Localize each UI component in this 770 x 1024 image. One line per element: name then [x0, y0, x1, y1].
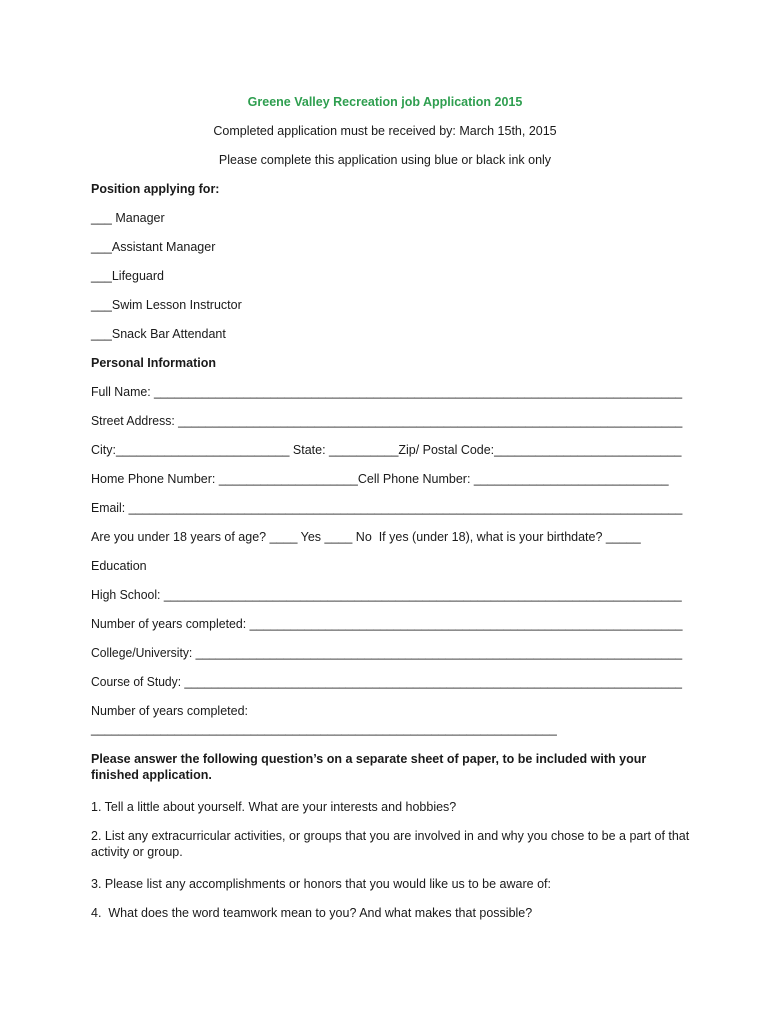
college-years-label: Number of years completed: — [91, 704, 249, 718]
form-title: Greene Valley Recreation job Application 2015 — [247, 95, 523, 109]
question-1: 1. Tell a little about yourself. What are your interests and hobbies? — [91, 800, 457, 814]
hs-years-field[interactable]: Number of years completed: _______________________________________________________________ — [91, 617, 683, 631]
position-option-assistant-manager[interactable]: ___Assistant Manager — [91, 240, 216, 254]
position-option-snack-bar[interactable]: ___Snack Bar Attendant — [91, 327, 226, 341]
email-field[interactable]: Email: _________________________________________________________________________________ — [91, 501, 683, 515]
question-2: 2. List any extracurricular activities, or groups that you are involved in and why you chose to be a part of that activity or group. — [91, 829, 690, 859]
position-option-swim-instructor[interactable]: ___Swim Lesson Instructor — [91, 298, 242, 312]
phone-numbers-field[interactable]: Home Phone Number: ____________________Cell Phone Number: ____________________________ — [91, 472, 669, 486]
ink-note: Please complete this application using blue or black ink only — [218, 153, 552, 167]
street-address-field[interactable]: Street Address: __________________________________________________________________________ — [91, 414, 683, 428]
position-option-manager[interactable]: ___ Manager — [91, 211, 165, 225]
college-years-blank[interactable]: ___________________________________________________________________ — [91, 722, 557, 736]
question-3: 3. Please list any accomplishments or honors that you would like us to be aware of: — [91, 877, 551, 891]
position-heading: Position applying for: — [91, 182, 220, 196]
question-4: 4. What does the word teamwork mean to you? And what makes that possible? — [91, 906, 533, 920]
position-option-lifeguard[interactable]: ___Lifeguard — [91, 269, 164, 283]
questions-instructions: Please answer the following question’s on a separate sheet of paper, to be included with your finished application. — [91, 752, 647, 782]
personal-info-heading: Personal Information — [91, 356, 217, 370]
age-question-field[interactable]: Are you under 18 years of age? ____ Yes ____ No If yes (under 18), what is your birthdate? _____ — [91, 530, 641, 544]
city-state-zip-field[interactable]: City:_________________________ State: __________Zip/ Postal Code:___________________________ — [91, 443, 682, 457]
deadline-note: Completed application must be received by: March 15th, 2015 — [213, 124, 557, 138]
high-school-field[interactable]: High School: ____________________________________________________________________________ — [91, 588, 682, 602]
education-heading: Education — [91, 559, 147, 573]
course-of-study-field[interactable]: Course of Study: __________________________________________________________________________ — [91, 675, 683, 689]
college-field[interactable]: College/University: ________________________________________________________________________ — [91, 646, 683, 660]
full-name-field[interactable]: Full Name: _____________________________________________________________________________ — [91, 385, 683, 399]
